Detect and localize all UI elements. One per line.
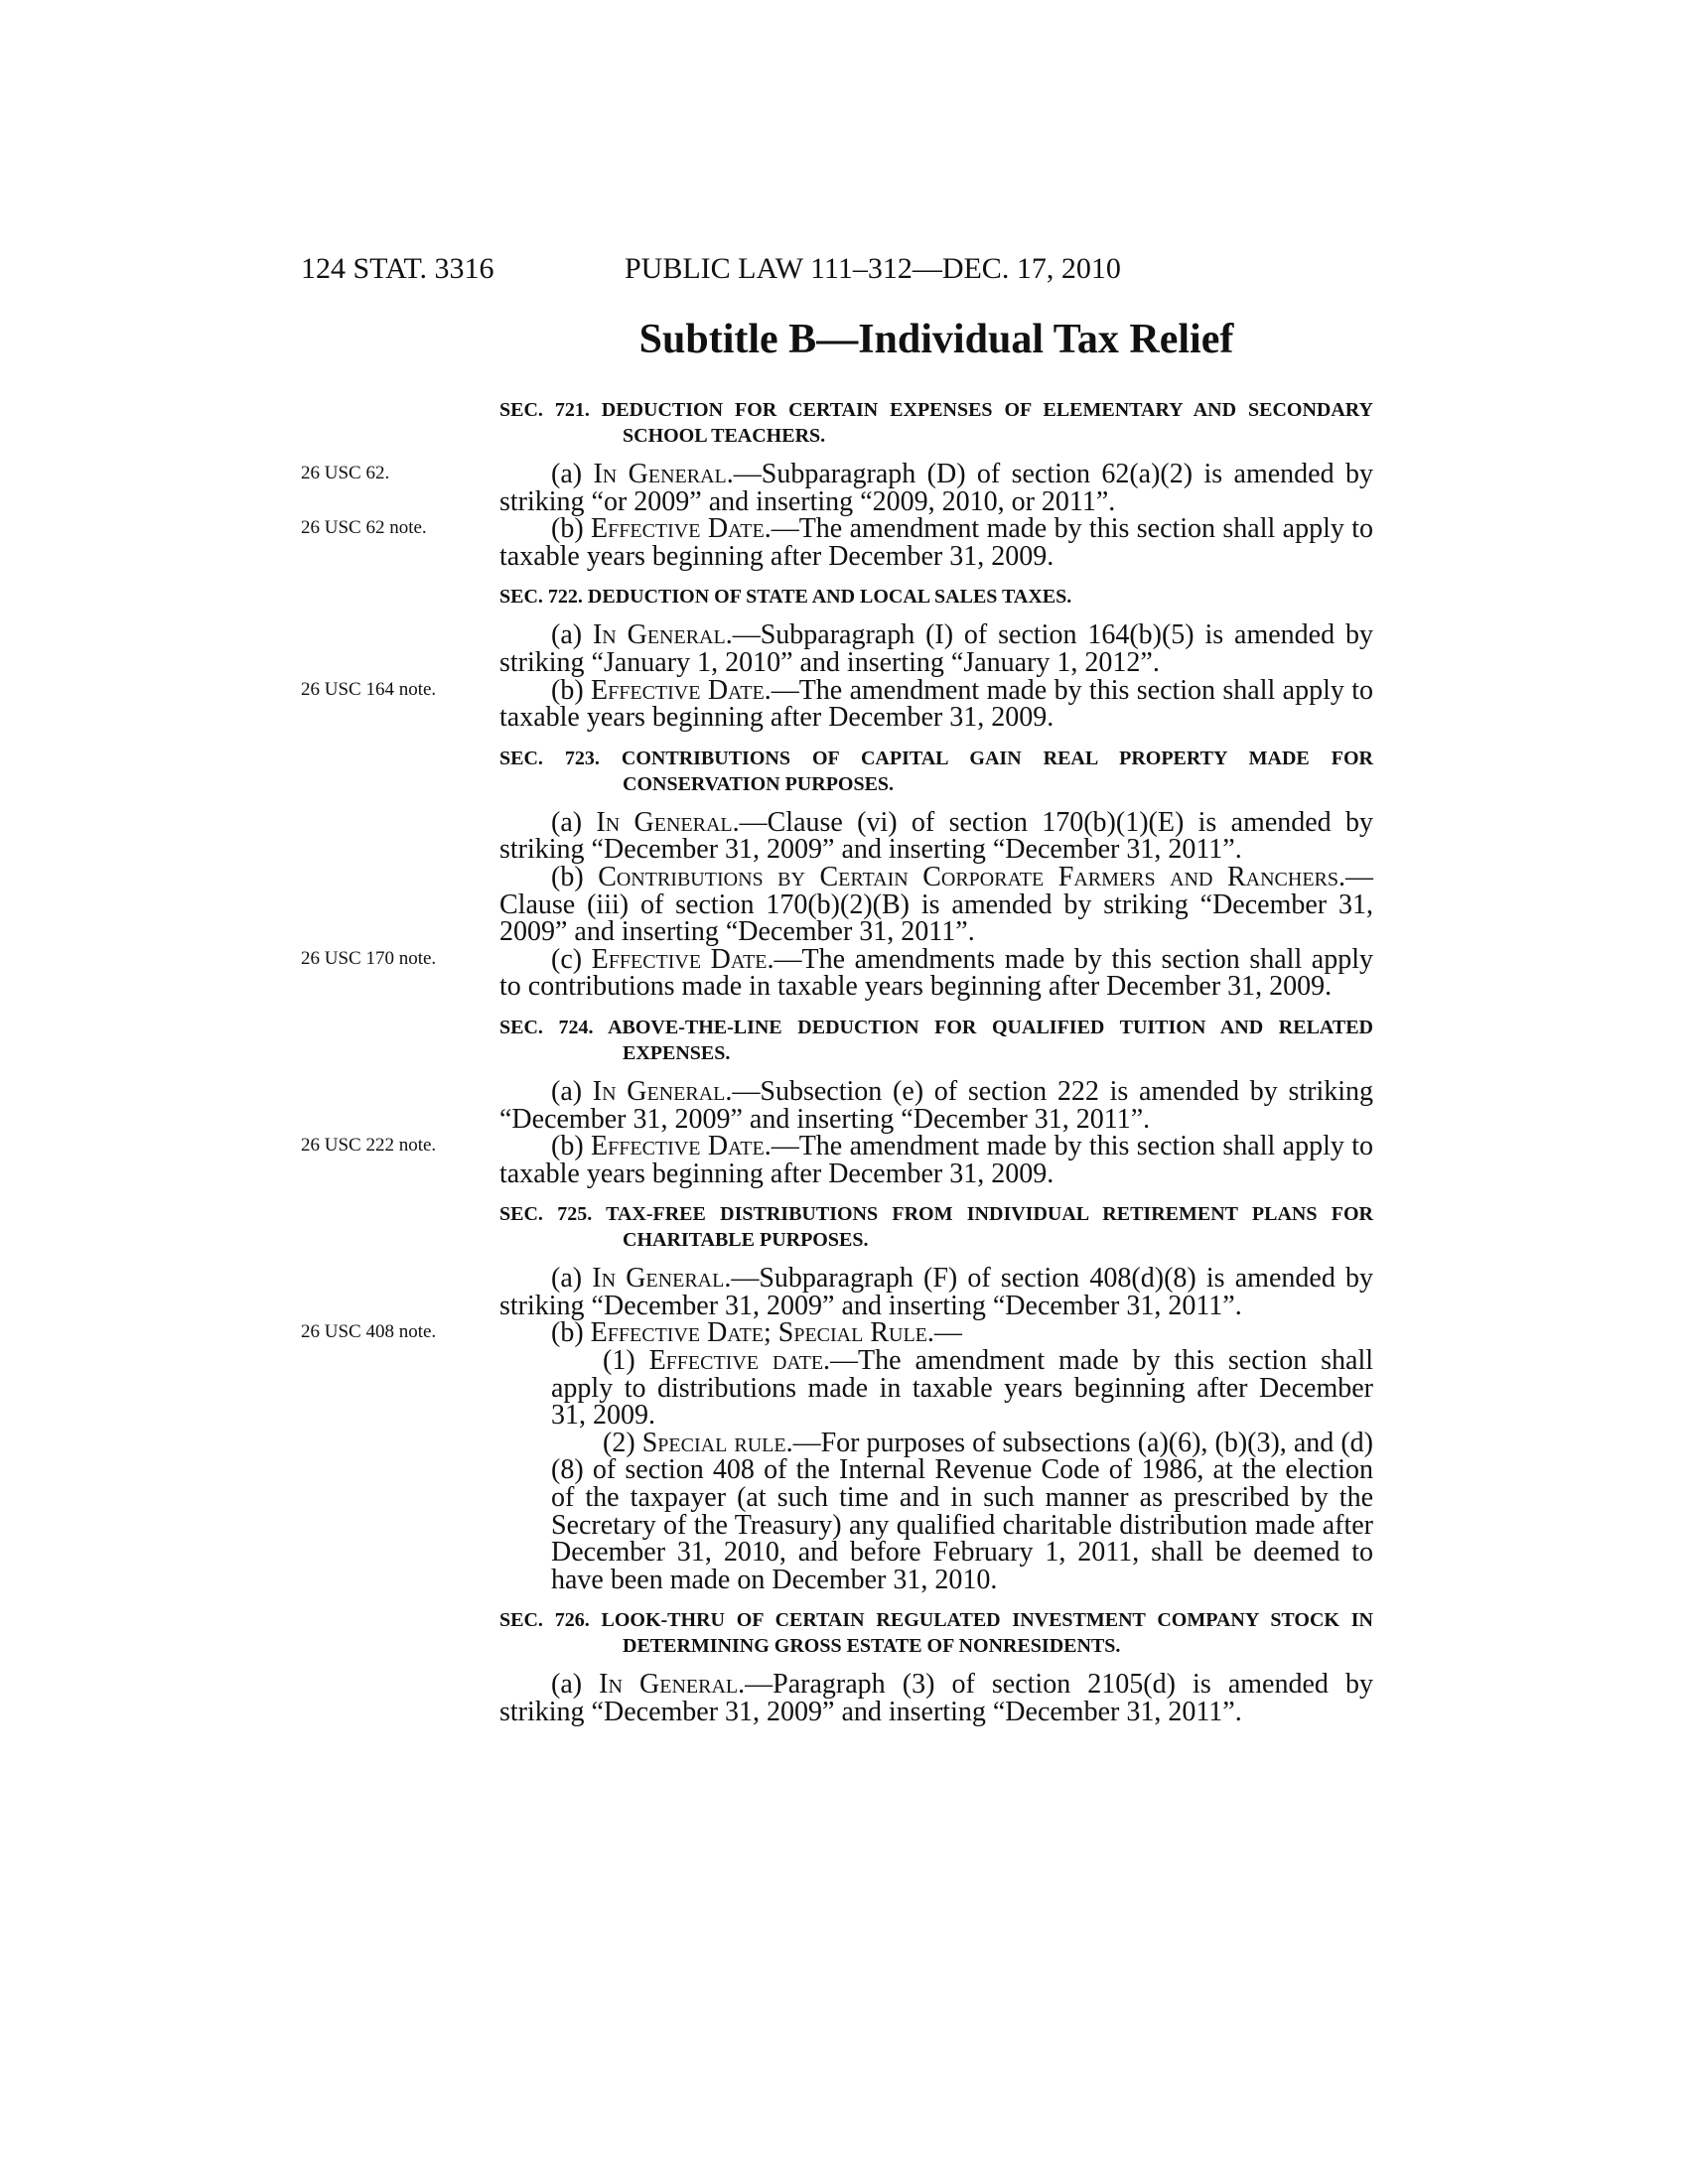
- paragraph-b: (b) Contributions by Certain Corporate Farmers and Ranchers.—Clause (iii) of section 170(b)(2)(B) is amended by striking “December 31, 2009” and inserting “December 31, 2011”.: [499, 861, 1373, 948]
- statute-page-number: 124 STAT. 3316: [301, 252, 494, 285]
- section-heading: SEC. 722. DEDUCTION OF STATE AND LOCAL SALES TAXES.: [499, 586, 1072, 609]
- paragraph-title: In General: [593, 459, 727, 489]
- paragraph-b-1: (1) Effective date.—The amendment made by this section shall apply to distributions made in taxable years beginning after December 31, 2009.: [551, 1345, 1374, 1432]
- paragraph-title: In General: [596, 806, 733, 838]
- margin-note: 26 USC 62.: [301, 463, 390, 483]
- paragraph-title: Effective Date: [591, 674, 765, 706]
- paragraph-title: Effective Date: [591, 1131, 765, 1162]
- paragraph-c: 26 USC 170 note. (c) Effective Date.—The amendments made by this section shall apply to contributions made in taxable years beginning after December 31, 2009.: [301, 943, 1373, 1003]
- margin-note: 26 USC 222 note.: [301, 1135, 437, 1157]
- public-law-running-head: PUBLIC LAW 111–312—DEC. 17, 2010: [625, 252, 1121, 285]
- section-724: [301, 1015, 1374, 1189]
- margin-note: 26 USC 408 note.: [301, 1321, 437, 1343]
- document-body: [301, 397, 1374, 1727]
- paragraph-b: 26 USC 408 note. (b) Effective Date; Special Rule.—: [301, 1317, 962, 1349]
- section-heading: SEC. 723. CONTRIBUTIONS OF CAPITAL GAIN REAL PROPERTY MADE FOR CONSERVATION PURPOSES.: [499, 747, 1373, 795]
- section-heading: SEC. 721. DEDUCTION FOR CERTAIN EXPENSES OF ELEMENTARY AND SECONDARY SCHOOL TEACHERS.: [499, 399, 1373, 447]
- paragraph-b-2: (2) Special rule.—For purposes of subsections (a)(6), (b)(3), and (d)(8) of section 408 of the Internal Revenue Code of 1986, at the election of the taxpayer (at such time and in such manner as prescribed by the Secretary of the Treasury) any qualified charitable distribution made after December 31, 2010, and before February 1, 2011, shall be deemed to have been made on December 31, 2010.: [551, 1427, 1373, 1595]
- paragraph-b: 26 USC 62 note. (b) Effective Date.—The amendment made by this section shall apply to taxable years beginning after December 31, 2009.: [301, 513, 1373, 572]
- margin-note: 26 USC 170 note.: [301, 947, 437, 969]
- paragraph-title: Contributions by Certain Corporate Farmers and Ranchers: [598, 861, 1338, 892]
- paragraph-b: 26 USC 164 note. (b) Effective Date.—The amendment made by this section shall apply to taxable years beginning after December 31, 2009.: [301, 674, 1373, 734]
- paragraph-a: (a) In General.—Subsection (e) of section 222 is amended by striking “December 31, 2009” and inserting “December 31, 2011”.: [499, 1075, 1374, 1135]
- paragraph-a: (a) In General.—Subparagraph (I) of section 164(b)(5) is amended by striking “January 1, 2010” and inserting “January 1, 2012”.: [499, 619, 1373, 678]
- section-heading: SEC. 724. ABOVE-THE-LINE DEDUCTION FOR QUALIFIED TUITION AND RELATED EXPENSES.: [499, 1016, 1373, 1064]
- subtitle-heading: Subtitle B—Individual Tax Relief: [638, 317, 1234, 362]
- section-725: [301, 1201, 1374, 1595]
- paragraph-title: In General: [592, 1263, 725, 1295]
- margin-note: 26 USC 62 note.: [301, 517, 427, 539]
- paragraph-title: In General: [592, 1075, 726, 1107]
- section-heading: SEC. 726. LOOK-THRU OF CERTAIN REGULATED INVESTMENT COMPANY STOCK IN DETERMINING GROSS ESTATE OF NONRESIDENTS.: [499, 1609, 1373, 1658]
- paragraph-a: (a) In General.—Subparagraph (F) of section 408(d)(8) is amended by striking “December 31, 2009” and inserting “December 31, 2011”.: [499, 1263, 1373, 1321]
- section-726: [499, 1607, 1373, 1725]
- paragraph-a: (a) In General.—Clause (vi) of section 170(b)(1)(E) is amended by striking “December 31, 2009” and inserting “December 31, 2011”.: [499, 806, 1374, 866]
- paragraph-title: Special rule: [641, 1427, 786, 1458]
- section-722: [301, 584, 1373, 734]
- paragraph-title: Effective Date; Special Rule: [590, 1317, 927, 1349]
- paragraph-title: Effective Date: [591, 943, 768, 975]
- section-heading: SEC. 725. TAX-FREE DISTRIBUTIONS FROM INDIVIDUAL RETIREMENT PLANS FOR CHARITABLE PURPOSES.: [499, 1203, 1373, 1252]
- section-721: [301, 397, 1373, 572]
- paragraph-a: (a) In General.—Paragraph (3) of section 2105(d) is amended by striking “December 31, 2009” and inserting “December 31, 2011”.: [499, 1669, 1373, 1727]
- paragraph-a: 26 USC 62. (a) In General.—Subparagraph (D) of section 62(a)(2) is amended by striking “or 2009” and inserting “2009, 2010, or 2011”.: [301, 459, 1373, 517]
- paragraph-b: 26 USC 222 note. (b) Effective Date.—The amendment made by this section shall apply to taxable years beginning after December 31, 2009.: [301, 1131, 1373, 1189]
- section-723: [301, 746, 1374, 1003]
- paragraph-title: Effective date: [648, 1345, 824, 1377]
- margin-note: 26 USC 164 note.: [301, 678, 437, 700]
- paragraph-title: In General: [599, 1669, 739, 1701]
- paragraph-title: In General: [592, 619, 726, 651]
- paragraph-title: Effective Date: [591, 513, 765, 545]
